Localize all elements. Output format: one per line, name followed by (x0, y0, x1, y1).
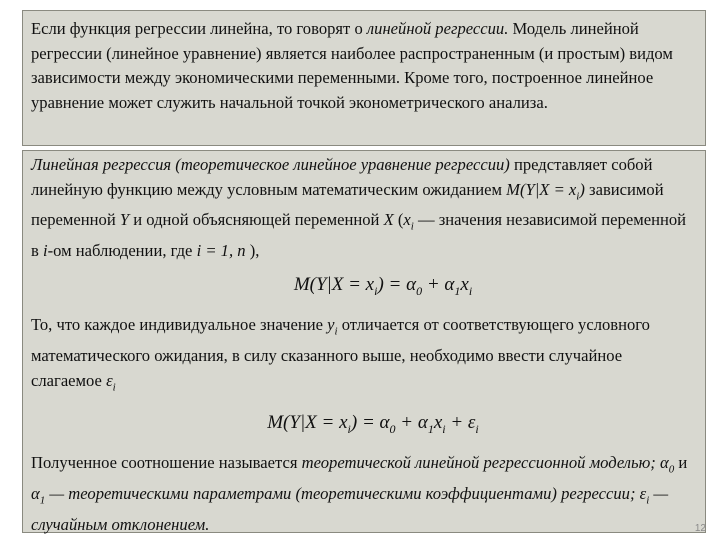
formula-model: $M(Y|X = x_i) = \alpha_0 + \alpha_1x_i + \varepsilon_i$ (267, 411, 479, 436)
var-x: X (383, 210, 394, 230)
var-yi: $y_i$ (327, 315, 338, 338)
def-text-4: ( (393, 210, 404, 230)
model-term: теоретической линейной регрессионной моделью; (301, 453, 656, 473)
alpha0: $\alpha_0$ (659, 453, 675, 476)
var-epsilon: $\varepsilon_i$ (106, 370, 116, 394)
var-i: i (42, 241, 48, 261)
alpha1: $\alpha_1$ (31, 484, 46, 507)
def-text-2: зависимой переменной (31, 179, 664, 230)
def-text-1: представляет собой линейную функцию между условным математическим ожиданием (31, 155, 653, 199)
model-and: и (674, 453, 688, 473)
definition-term: Линейная регрессия (теоретическое линейное уравнение регрессии) (31, 155, 510, 174)
var-xi: $x_i$ (403, 210, 414, 233)
model-deviation: — случайным отклонением. (31, 484, 669, 534)
page-number: 12 (694, 523, 706, 534)
definition-paragraph (31, 153, 695, 264)
def-text-7: ), (245, 241, 260, 261)
definition-box (22, 150, 706, 533)
intro-box (22, 10, 706, 146)
intro-text-a: Если функция регрессии линейна, то говорят о (31, 19, 367, 38)
def-text-6: -ом наблюдении, где (47, 241, 197, 261)
index-range: i = 1, n (196, 241, 246, 261)
cond-expectation: $M(Y|X = x_i)$ (506, 179, 585, 202)
model-text-1: Полученное соотношение называется (31, 453, 302, 473)
intro-paragraph (31, 17, 695, 115)
error-paragraph (31, 313, 695, 399)
err-text-1: То, что каждое индивидуальное значение (31, 315, 328, 335)
def-text-5: — значения независимой переменной в (31, 210, 687, 261)
formula-regression: $M(Y|X = x_i) = \alpha_0 + \alpha_1x_i$ (293, 273, 473, 298)
model-params: — теоретическими параметрами (теоретическими коэффициентами) регрессии; (45, 484, 636, 504)
var-y: Y (119, 210, 130, 230)
def-text-3: и одной объясняющей переменной (129, 210, 384, 230)
intro-term: линейной регрессии. (366, 19, 509, 38)
epsilon-i: $\varepsilon_i$ (639, 484, 650, 507)
intro-text-b: Модель линейной регрессии (линейное уравнение) является наиболее распространенным (и простым) видом зависимости между экономическими переменными. Кроме того, построенное линейное уравнение может служить начальной точкой эконометрического анализа. (31, 19, 673, 112)
model-paragraph (31, 451, 695, 537)
err-text-2: отличается от соответствующего условного математического ожидания, в силу сказанного выше, необходимо ввести случайное слагаемое (31, 315, 650, 390)
